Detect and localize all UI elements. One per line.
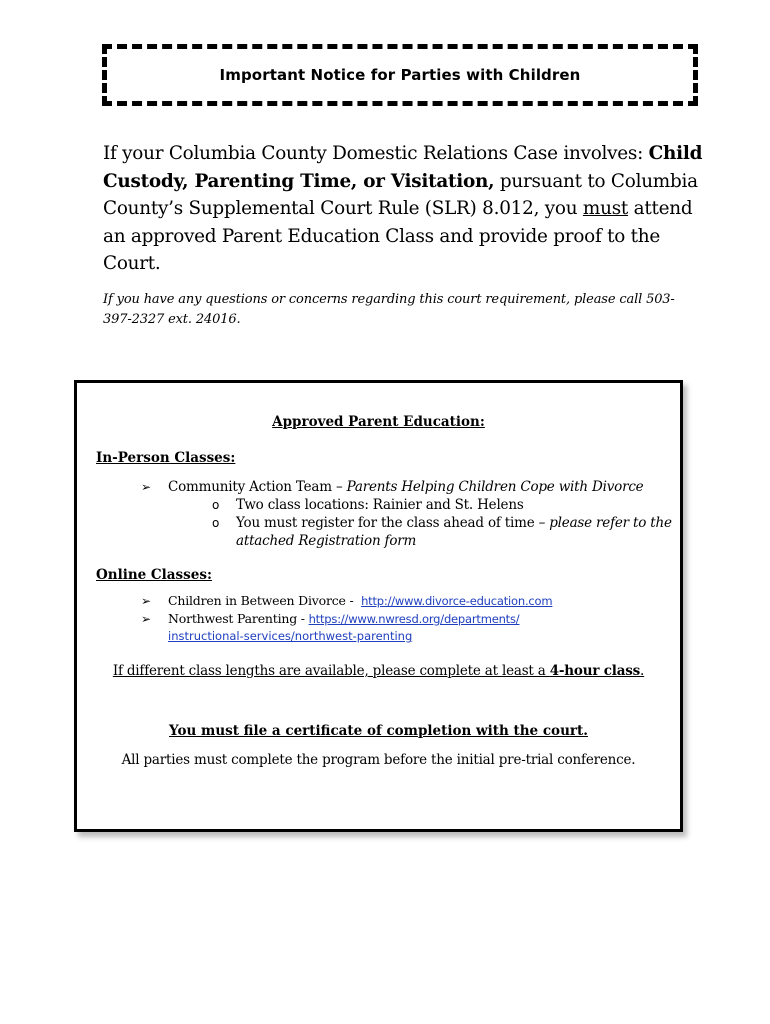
nwresd-link-part1[interactable]: https://www.nwresd.org/departments/ [308,612,520,626]
sub-item-register-italic-a: please refer to the [549,515,672,531]
nwresd-link-part2[interactable]: instructional-services/northwest-parenting [168,629,413,643]
online-heading: Online Classes: [96,567,212,583]
circle-bullet-icon: o [212,516,220,530]
intro-paragraph [103,140,713,278]
list-item [141,478,643,496]
circle-bullet-icon: o [212,498,220,512]
sub-item-register-text: You must register for the class ahead of time – [236,515,550,531]
intro-text-1: If your Columbia County Domestic Relations Case involves: [103,143,649,164]
online-item1-text: Children in Between Divorce - [168,593,358,608]
arrow-bullet-icon: ➢ [141,612,151,626]
notice-title: Important Notice for Parties with Children [219,66,581,84]
nwresd-link-continuation [168,628,412,643]
divorce-education-link[interactable]: http://www.divorce-education.com [361,594,553,608]
in-person-item-title: Parents Helping Children Cope with Divorce [346,479,644,495]
list-item [141,592,552,610]
sub-item-locations: Two class locations: Rainier and St. Helens [236,497,524,513]
approved-heading: Approved Parent Education: [272,414,485,430]
certificate-notice: You must file a certificate of completion with the court. [169,723,588,739]
in-person-heading: In-Person Classes: [96,450,236,466]
class-length-text: If different class lengths are available, please complete at least a [112,663,550,679]
questions-note: If you have any questions or concerns regarding this court requirement, please call 503-397-2327 ext. 24016. [103,292,675,327]
notice-box [102,44,698,106]
class-length-end: . [640,663,645,679]
intro-must: must [582,198,629,219]
list-item [141,610,519,628]
in-person-item-text: Community Action Team – [168,479,347,495]
list-item [212,496,524,514]
class-length-note [77,663,680,679]
online-item2-text: Northwest Parenting - [168,611,309,626]
intro-text-2: pursuant to Columbia County’s Supplemental Court Rule (SLR) 8.012, you [103,170,698,219]
sub-item-register-italic-b: attached Registration form [236,533,417,549]
class-length-bold: 4-hour class [549,663,641,679]
arrow-bullet-icon: ➢ [141,594,151,608]
intro-text-3: attend an approved Parent Education Class and provide proof to the Court. [103,198,693,274]
arrow-bullet-icon: ➢ [141,480,151,494]
intro-bold-case-types: Child Custody, Parenting Time, or Visitation, [103,143,703,192]
list-item [212,514,672,550]
all-parties-notice: All parties must complete the program before the initial pre-trial conference. [121,752,636,768]
parent-education-box [74,380,683,832]
